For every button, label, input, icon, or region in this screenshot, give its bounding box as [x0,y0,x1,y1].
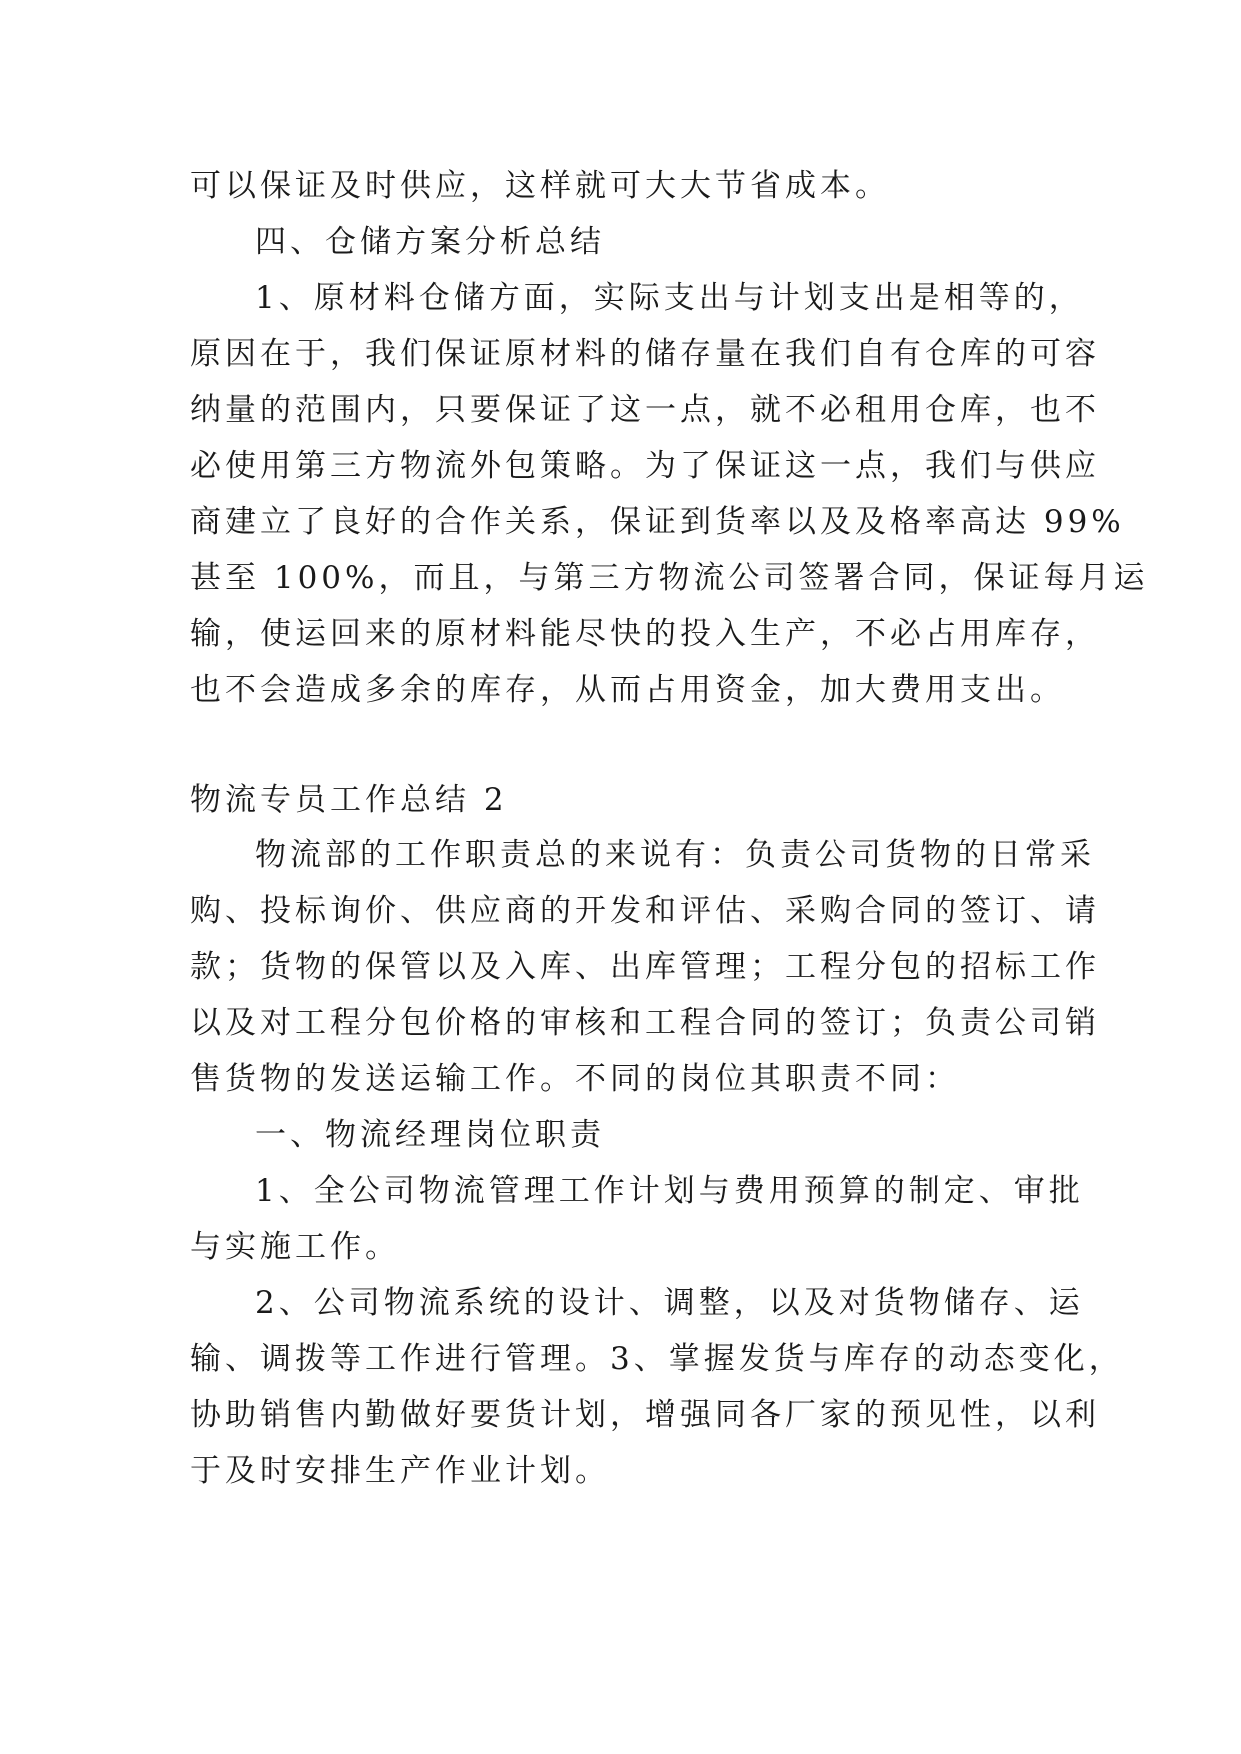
body-text-line: 纳量的范围内，只要保证了这一点，就不必租用仓库，也不 [190,392,1100,428]
body-text-line: 也不会造成多余的库存，从而占用资金，加大费用支出。 [190,672,1065,708]
document-title: 物流专员工作总结 2 [190,782,508,818]
body-text-line: 于及时安排生产作业计划。 [190,1453,610,1489]
body-text-line: 1、全公司物流管理工作计划与费用预算的制定、审批 [255,1173,1084,1209]
body-text-line: 可以保证及时供应，这样就可大大节省成本。 [190,168,890,204]
body-text-line: 以及对工程分包价格的审核和工程合同的签订；负责公司销 [190,1005,1100,1041]
body-text-line: 输，使运回来的原材料能尽快的投入生产，不必占用库存， [190,616,1100,652]
body-text-line: 与实施工作。 [190,1229,400,1265]
section-heading: 四、仓储方案分析总结 [255,224,605,260]
body-text-line: 1、原材料仓储方面，实际支出与计划支出是相等的， [255,280,1084,316]
body-text-line: 购、投标询价、供应商的开发和评估、采购合同的签订、请 [190,893,1100,929]
body-text-line: 协助销售内勤做好要货计划，增强同各厂家的预见性，以利 [190,1397,1100,1433]
body-text-line: 物流部的工作职责总的来说有：负责公司货物的日常采 [255,837,1095,873]
body-text-line: 商建立了良好的合作关系，保证到货率以及及格率高达 99% [190,504,1125,540]
body-text-line: 必使用第三方物流外包策略。为了保证这一点，我们与供应 [190,448,1100,484]
section-heading: 一、物流经理岗位职责 [255,1117,605,1153]
body-text-line: 甚至 100%，而且，与第三方物流公司签署合同，保证每月运 [190,560,1149,596]
body-text-line: 原因在于，我们保证原材料的储存量在我们自有仓库的可容 [190,336,1100,372]
body-text-line: 输、调拨等工作进行管理。3、掌握发货与库存的动态变化， [190,1341,1124,1377]
body-text-line: 款；货物的保管以及入库、出库管理；工程分包的招标工作 [190,949,1100,985]
body-text-line: 2、公司物流系统的设计、调整，以及对货物储存、运 [255,1285,1084,1321]
body-text-line: 售货物的发送运输工作。不同的岗位其职责不同： [190,1061,960,1097]
